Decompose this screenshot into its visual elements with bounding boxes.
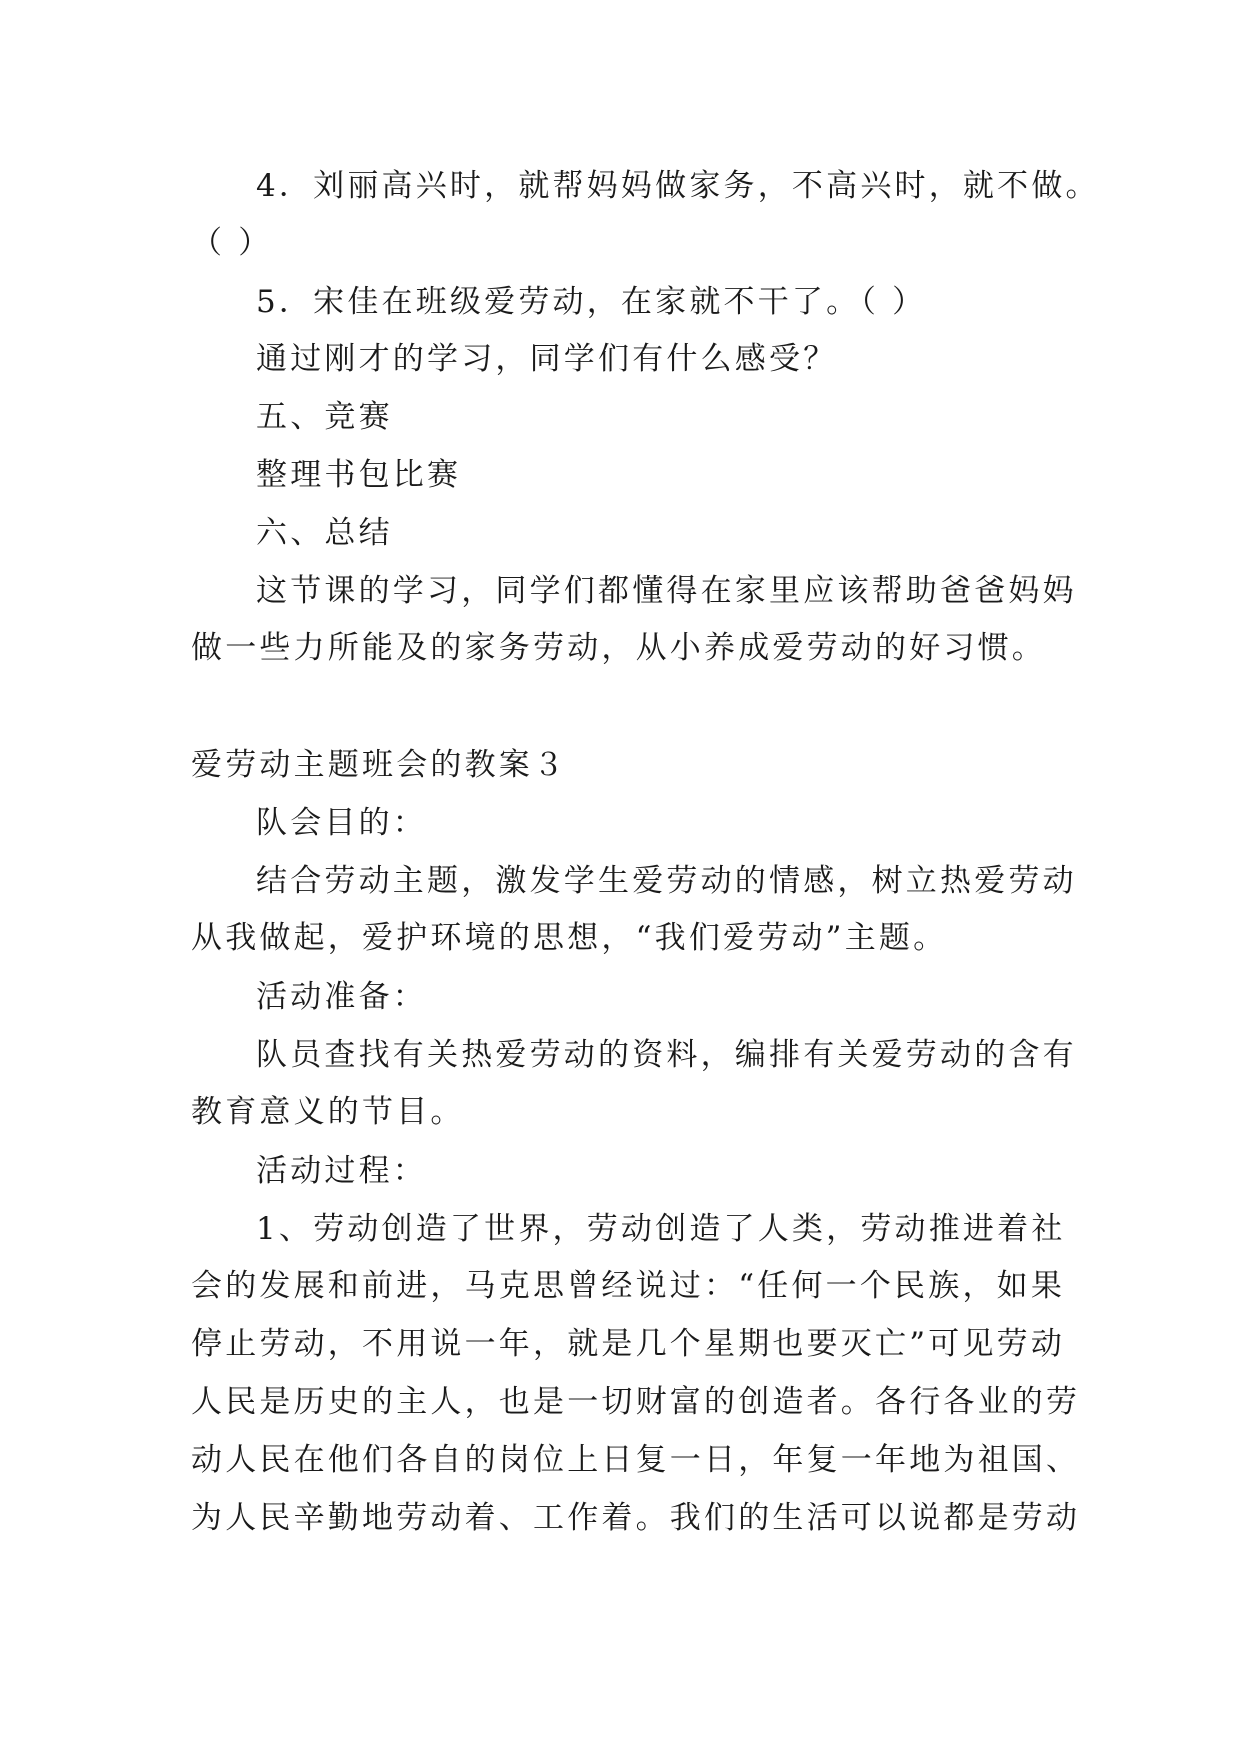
item-4-bracket: （ ） [191, 225, 273, 261]
item-4: 4．刘丽高兴时，就帮妈妈做家务，不高兴时，就不做。 [256, 168, 1100, 204]
process-line-6: 为人民辛勤地劳动着、工作着。我们的生活可以说都是劳动 [191, 1500, 1081, 1536]
process-line-3: 停止劳动，不用说一年，就是几个星期也要灭亡”可见劳动 [191, 1326, 1066, 1362]
purpose-line-1: 结合劳动主题，激发学生爱劳动的情感，树立热爱劳动 [256, 863, 1077, 899]
lesson-title: 爱劳动主题班会的教案３ [191, 747, 568, 783]
competition-text: 整理书包比赛 [256, 457, 462, 493]
process-line-1: 1、劳动创造了世界，劳动创造了人类，劳动推进着社 [256, 1211, 1066, 1247]
preparation-line-2: 教育意义的节目。 [191, 1094, 465, 1130]
process-line-4: 人民是历史的主人，也是一切财富的创造者。各行各业的劳 [191, 1384, 1081, 1420]
question-text: 通过刚才的学习，同学们有什么感受？ [256, 341, 838, 377]
item-5: 5．宋佳在班级爱劳动，在家就不干了。（ ） [256, 284, 927, 320]
section-heading-6: 六、总结 [256, 515, 393, 551]
preparation-heading: 活动准备： [256, 979, 427, 1015]
purpose-heading: 队会目的： [256, 805, 427, 841]
purpose-line-2: 从我做起，爱护环境的思想，“我们爱劳动”主题。 [191, 920, 948, 956]
summary-line-2: 做一些力所能及的家务劳动，从小养成爱劳动的好习惯。 [191, 630, 1046, 666]
process-line-2: 会的发展和前进，马克思曾经说过：“任何一个民族，如果 [191, 1268, 1066, 1304]
process-line-5: 动人民在他们各自的岗位上日复一日，年复一年地为祖国、 [191, 1442, 1081, 1478]
preparation-line-1: 队员查找有关热爱劳动的资料，编排有关爱劳动的含有 [256, 1037, 1077, 1073]
summary-line-1: 这节课的学习，同学们都懂得在家里应该帮助爸爸妈妈 [256, 573, 1077, 609]
section-heading-5: 五、竞赛 [256, 399, 393, 435]
process-heading: 活动过程： [256, 1153, 427, 1189]
